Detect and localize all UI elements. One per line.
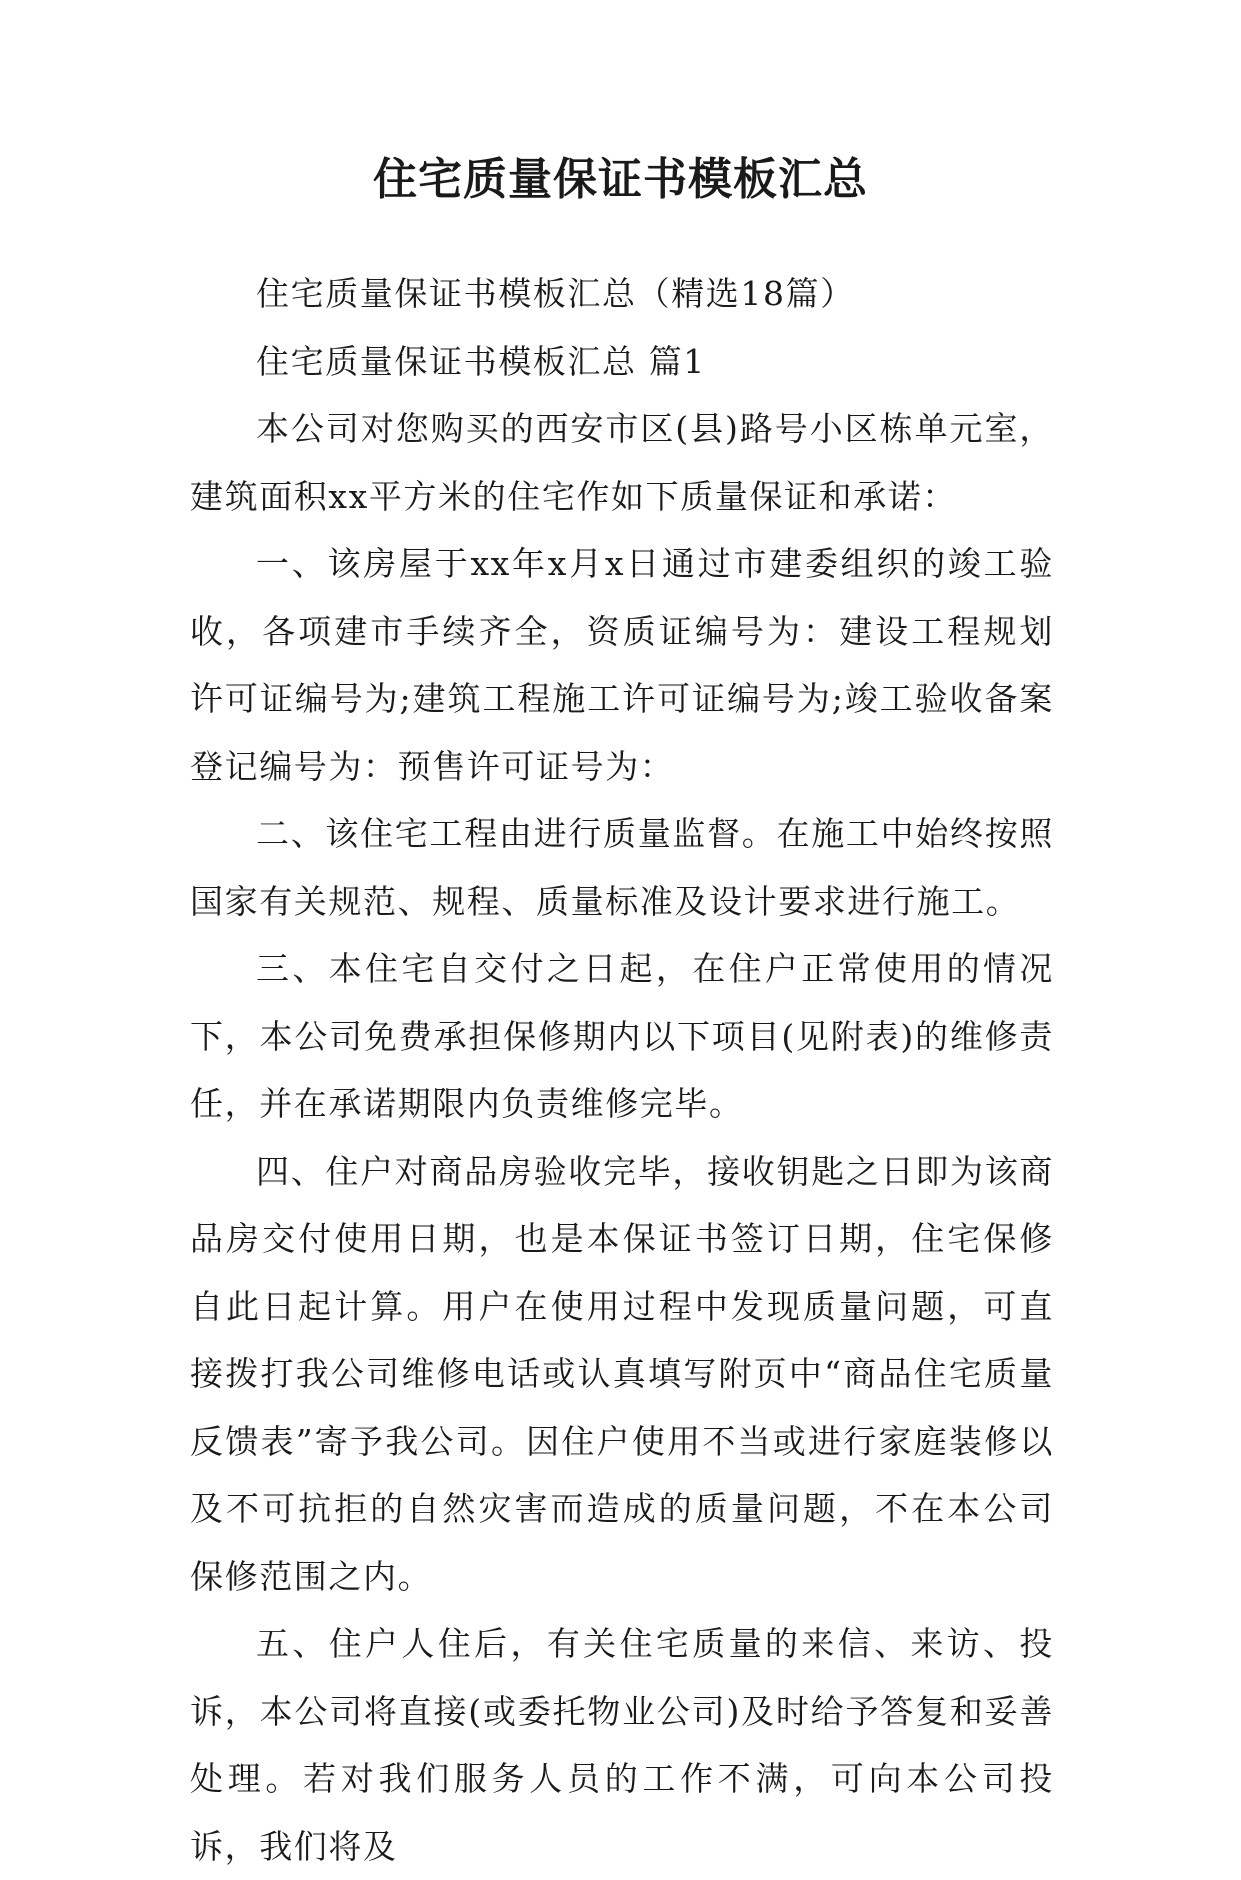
- paragraph-section-heading: 住宅质量保证书模板汇总 篇1: [256, 341, 706, 381]
- page-title: 住宅质量保证书模板汇总: [373, 154, 868, 205]
- paragraph-item-2: 二、该住宅工程由进行质量监督。在施工中始终按照国家有关规范、规程、质量标准及设计要求进行施工。: [190, 814, 1054, 921]
- paragraph-item-4: 四、住户对商品房验收完毕，接收钥匙之日即为该商品房交付使用日期，也是本保证书签订日期，住宅保修自此日起计算。用户在使用过程中发现质量问题，可直接拨打我公司维修电话或认真填写附页中“商品住宅质量反馈表”寄予我公司。因住户使用不当或进行家庭装修以及不可抗拒的自然灾害而造成的质量问题，不在本公司保修范围之内。: [190, 1151, 1054, 1596]
- paragraph-item-5: 五、住户人住后，有关住宅质量的来信、来访、投诉，本公司将直接(或委托物业公司)及时给予答复和妥善处理。若对我们服务人员的工作不满，可向本公司投诉，我们将及: [190, 1624, 1054, 1866]
- document-body: [190, 260, 1054, 1880]
- paragraph-intro: 本公司对您购买的西安市区(县)路号小区栋单元室，建筑面积xx平方米的住宅作如下质量保证和承诺：: [190, 409, 1054, 516]
- paragraph-item-3: 三、本住宅自交付之日起，在住户正常使用的情况下，本公司免费承担保修期内以下项目(见附表)的维修责任，并在承诺期限内负责维修完毕。: [190, 949, 1054, 1123]
- paragraph-subtitle: 住宅质量保证书模板汇总（精选18篇）: [256, 274, 855, 313]
- paragraph-item-1: 一、该房屋于xx年x月x日通过市建委组织的竣工验收，各项建市手续齐全，资质证编号为：建设工程规划许可证编号为;建筑工程施工许可证编号为;竣工验收备案登记编号为：预售许可证号为：: [190, 544, 1054, 786]
